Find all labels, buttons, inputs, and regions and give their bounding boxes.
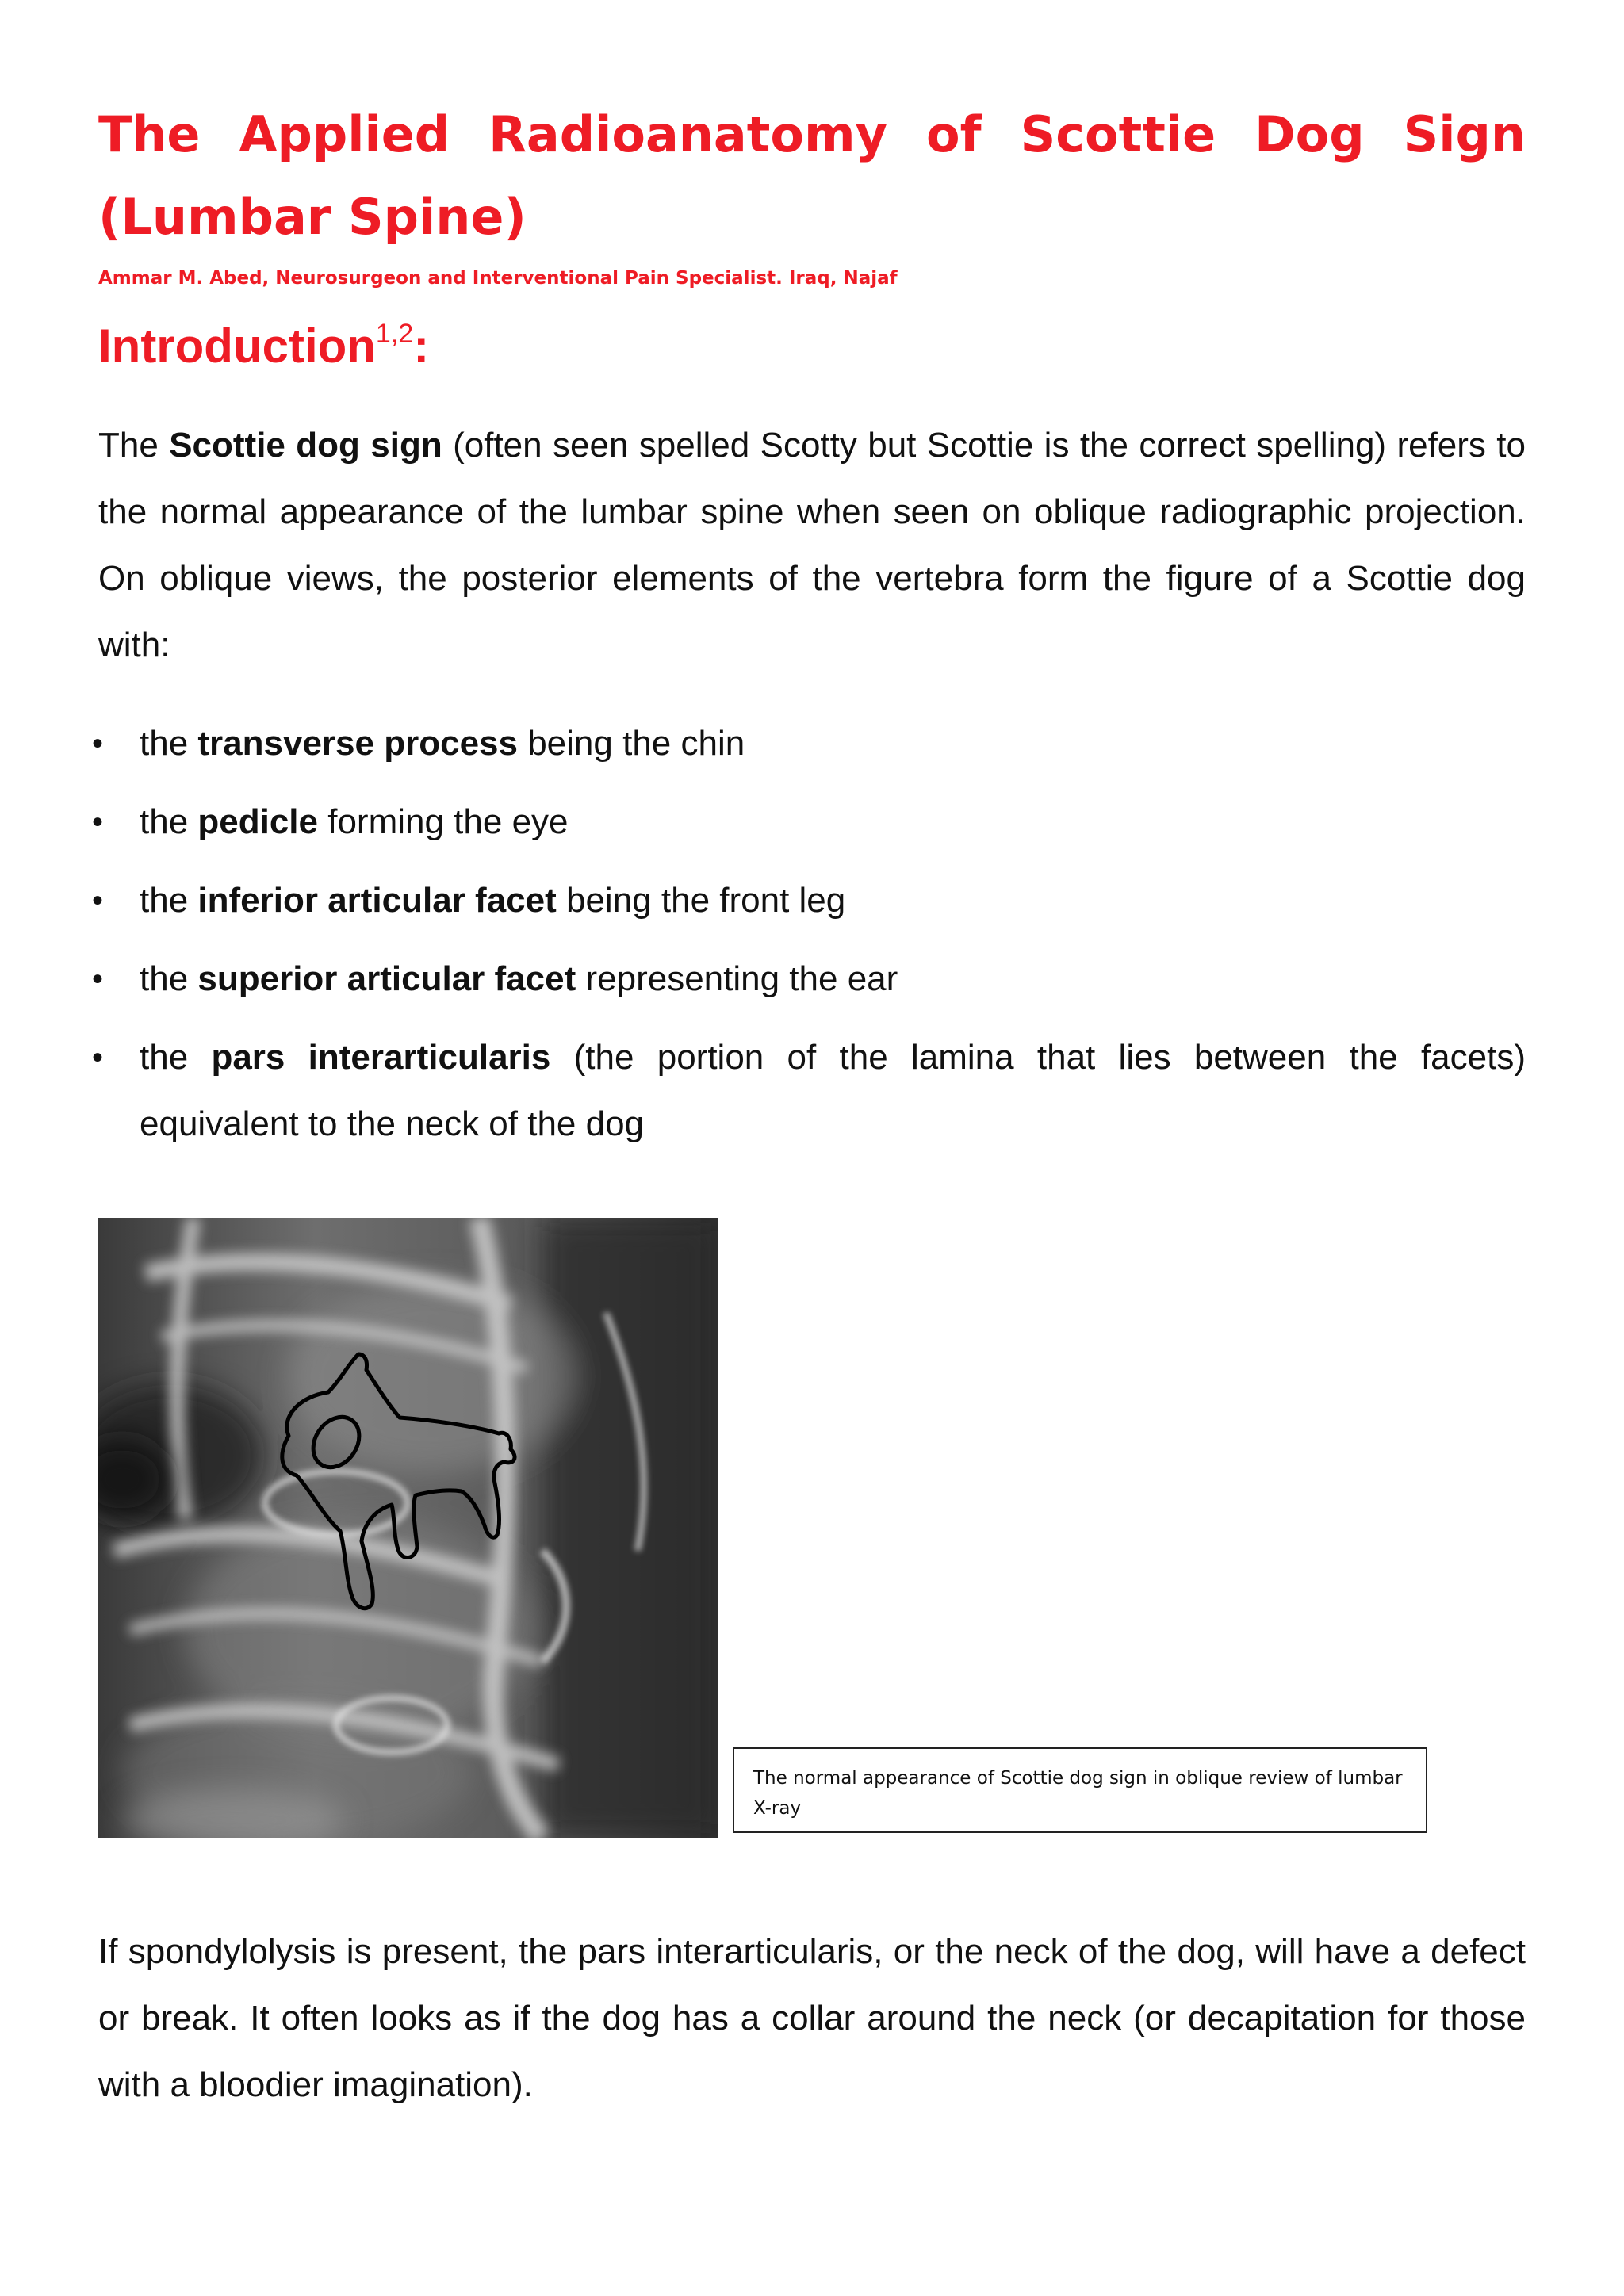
bullet-term: inferior articular facet xyxy=(197,881,557,920)
bullet-lead: the xyxy=(140,724,198,763)
bullet-icon: • xyxy=(92,962,104,997)
bullet-icon: • xyxy=(92,726,104,761)
citation-refs: 1,2 xyxy=(375,319,414,349)
paper-title: The Applied Radioanatomy of Scottie Dog Sign (Lumbar Spine) xyxy=(98,105,1526,246)
bullet-term: transverse process xyxy=(197,724,518,763)
bullet-item-inferior-articular-facet xyxy=(92,867,1526,934)
bullet-item-pars-interarticularis xyxy=(92,1024,1526,1158)
author-line: Ammar M. Abed, Neurosurgeon and Interventional Pain Specialist. Iraq, Najaf xyxy=(98,268,898,289)
anatomy-bullet-list xyxy=(92,710,1526,1169)
bullet-lead: the xyxy=(140,1038,212,1077)
bullet-icon: • xyxy=(92,805,104,840)
bullet-rest: being the front leg xyxy=(556,881,846,920)
bullet-rest: forming the eye xyxy=(318,802,569,841)
bullet-lead: the xyxy=(140,881,198,920)
bullet-item-transverse-process xyxy=(92,710,1526,777)
bullet-term: pars interarticularis xyxy=(211,1038,551,1077)
bullet-rest: representing the ear xyxy=(576,959,898,998)
intro-paragraph xyxy=(98,412,1526,679)
intro-paragraph-rest: (often seen spelled Scotty but Scottie is the correct spelling) refers to the normal appearance of the lumbar spine when seen on oblique radiographic projection. On oblique views, the posterior elements of the vertebra form the figure of a Scottie dog with: xyxy=(98,426,1526,664)
bullet-lead: the xyxy=(140,959,198,998)
introduction-heading-suffix: : xyxy=(413,320,430,373)
introduction-heading-text: Introduction xyxy=(98,320,376,373)
bullet-icon: • xyxy=(92,883,104,918)
bullet-item-superior-articular-facet xyxy=(92,946,1526,1012)
bullet-lead: the xyxy=(140,802,198,841)
bullet-term: pedicle xyxy=(197,802,319,841)
intro-paragraph-lead: The xyxy=(98,426,170,465)
bullet-item-pedicle xyxy=(92,789,1526,855)
lumbar-xray-image xyxy=(98,1218,718,1838)
bullet-term: superior articular facet xyxy=(197,959,576,998)
bullet-icon: • xyxy=(92,1040,104,1075)
bullet-rest: being the chin xyxy=(517,724,745,763)
spondylolysis-paragraph: If spondylolysis is present, the pars interarticularis, or the neck of the dog, will have a defect or break. It often looks as if the dog has a collar around the neck (or decapitation for those with a bloodier imagination). xyxy=(98,1932,1526,2104)
figure-caption: The normal appearance of Scottie dog sign in oblique review of lumbar X-ray xyxy=(733,1747,1427,1833)
introduction-heading xyxy=(98,319,429,373)
intro-paragraph-term: Scottie dog sign xyxy=(169,426,442,465)
bullet-rest: (the portion of the lamina that lies between the facets) equivalent to the neck of the dog xyxy=(140,1038,1526,1143)
